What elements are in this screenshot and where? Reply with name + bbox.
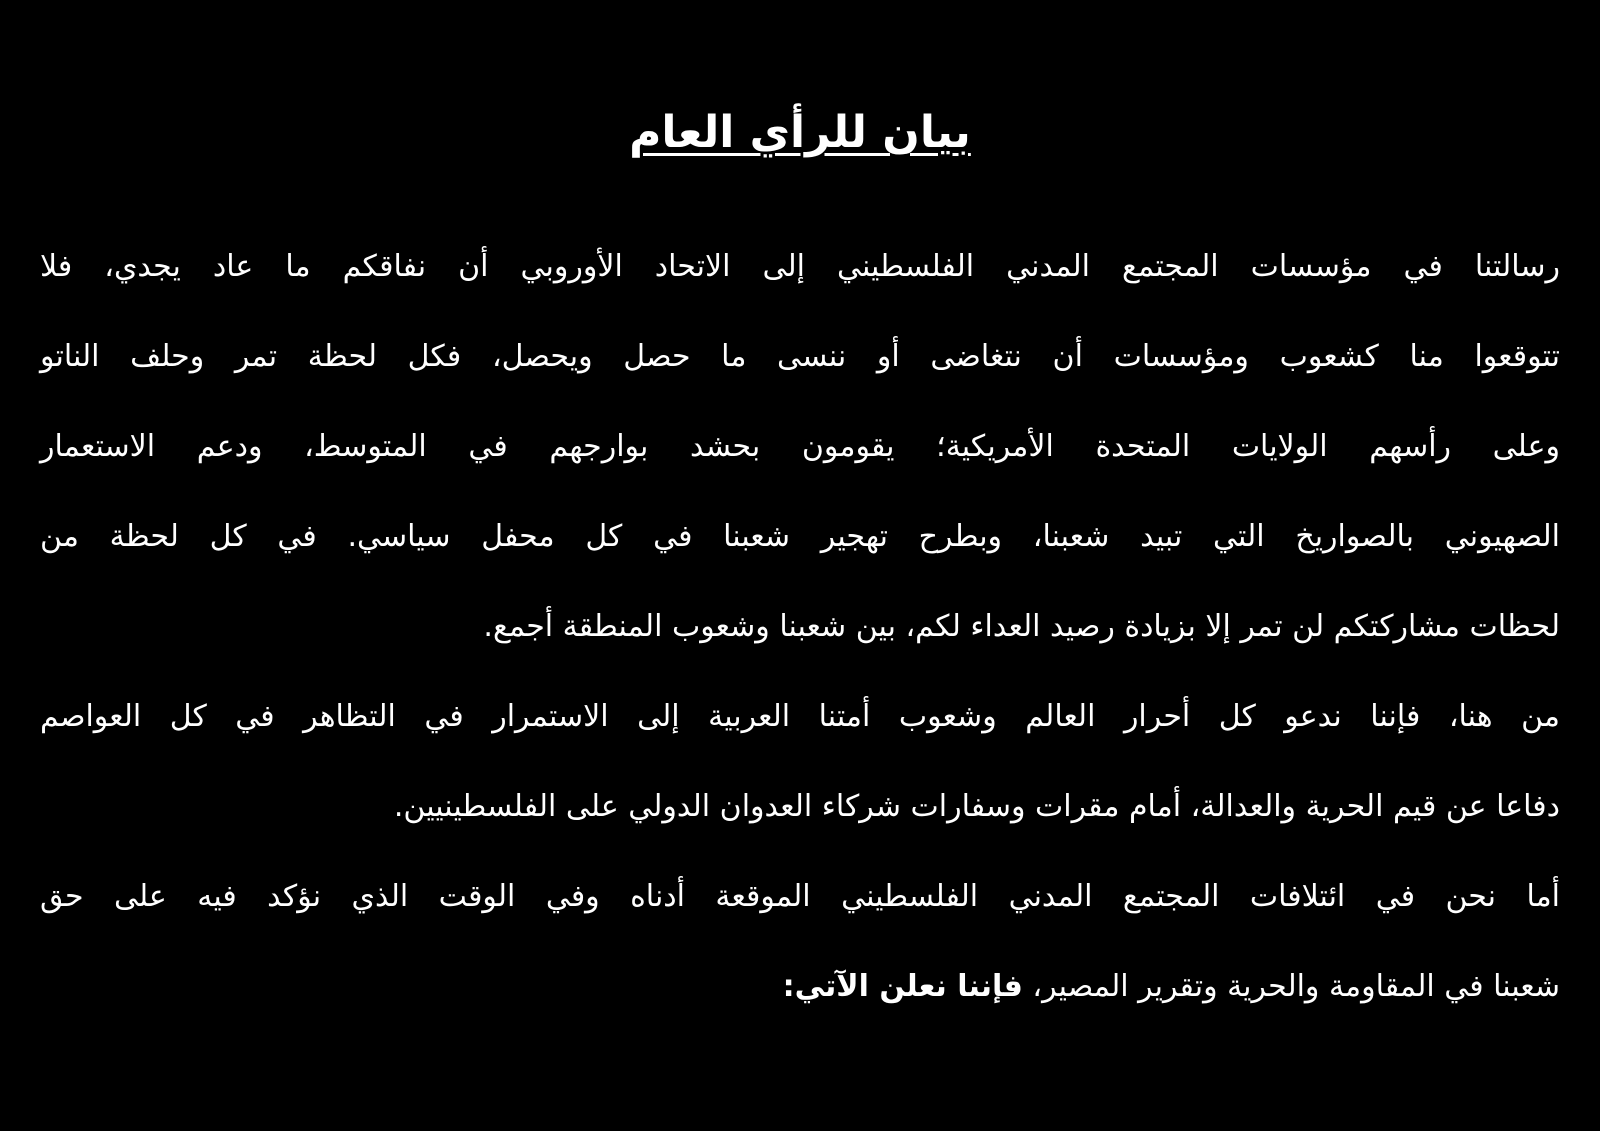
page-title bbox=[0, 98, 1600, 168]
paragraph-line-1: رسالتنا في مؤسسات المجتمع المدني الفلسطيني إلى الاتحاد الأوروبي أن نفاقكم ما عاد يجدي، فلا bbox=[40, 249, 1560, 284]
paragraph-line-7: دفاعا عن قيم الحرية والعدالة، أمام مقرات وسفارات شركاء العدوان الدولي على الفلسطينيين. bbox=[393, 789, 1560, 824]
final-line-bold-text: فإننا نعلن الآتي: bbox=[782, 969, 1023, 1004]
final-line-text: شعبنا في المقاومة والحرية وتقرير المصير، bbox=[1022, 969, 1560, 1004]
paragraph-line-2: تتوقعوا منا كشعوب ومؤسسات أن نتغاضى أو ننسى ما حصل ويحصل، فكل لحظة تمر وحلف الناتو bbox=[40, 339, 1560, 374]
statement-body bbox=[40, 222, 1560, 1032]
page-title-text: بيان للرأي العام bbox=[629, 107, 971, 158]
paragraph-line-9 bbox=[40, 942, 1560, 1032]
paragraph-line-5: لحظات مشاركتكم لن تمر إلا بزيادة رصيد العداء لكم، بين شعبنا وشعوب المنطقة أجمع. bbox=[483, 609, 1560, 644]
paragraph-line-8: أما نحن في ائتلافات المجتمع المدني الفلسطيني الموقعة أدناه وفي الوقت الذي نؤكد فيه على حق bbox=[40, 879, 1560, 914]
paragraph-line-4: الصهيوني بالصواريخ التي تبيد شعبنا، وبطرح تهجير شعبنا في كل محفل سياسي. في كل لحظة من bbox=[40, 519, 1560, 554]
paragraph-line-3: وعلى رأسهم الولايات المتحدة الأمريكية؛ يقومون بحشد بوارجهم في المتوسط، ودعم الاستعمار bbox=[40, 429, 1560, 464]
paragraph-line-6: من هنا، فإننا ندعو كل أحرار العالم وشعوب أمتنا العربية إلى الاستمرار في التظاهر في كل العواصم bbox=[40, 699, 1560, 734]
